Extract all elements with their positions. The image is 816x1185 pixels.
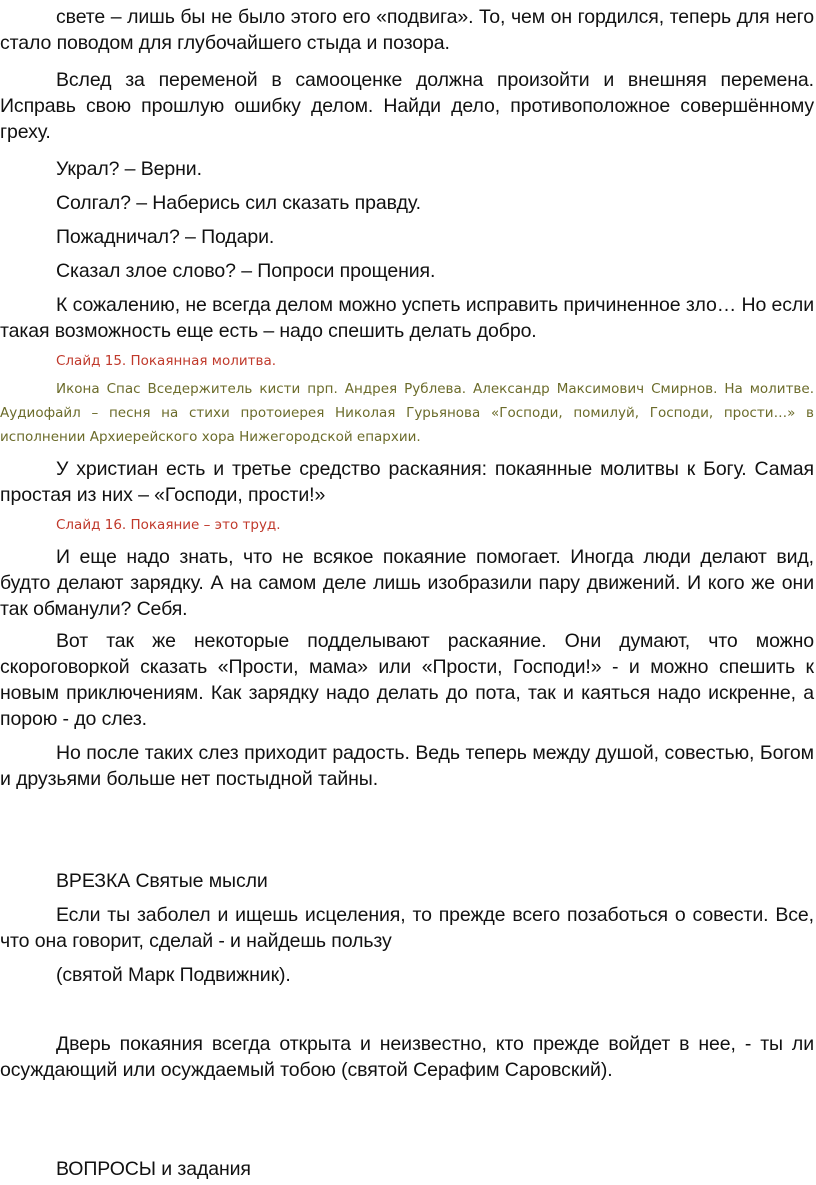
paragraph-shame: свете – лишь бы не было этого его «подвига». То, чем он гордился, теперь для него стало поводом для глубочайшего стыда и позора. — [0, 6, 814, 54]
slide-16-title: Слайд 16. Покаяние – это труд. — [56, 517, 281, 533]
paragraph-exercise: И еще надо знать, что не всякое покаяние помогает. Иногда люди делают вид, будто делают зарядку. А на самом деле лишь изобразили пару движений. И кого же они так обманули? Себя. — [0, 546, 814, 620]
paragraph-stole: Украл? – Верни. — [56, 158, 202, 180]
paragraph-door-of-repentance: Дверь покаяния всегда открыта и неизвестно, кто прежде войдет в нее, - ты ли осуждающий или осуждаемый тобою (святой Серафим Саровский). — [0, 1033, 814, 1081]
paragraph-external-change: Вслед за переменой в самооценке должна произойти и внешняя перемена. Исправь свою прошлую ошибку делом. Найди дело, противоположное совершённому греху. — [0, 69, 814, 143]
paragraph-do-good: К сожалению, не всегда делом можно успеть исправить причиненное зло… Но если такая возможность еще есть – надо спешить делать добро. — [0, 294, 814, 342]
paragraph-joy: Но после таких слез приходит радость. Ведь теперь между душой, совестью, Богом и друзьями больше нет постыдной тайны. — [0, 742, 814, 790]
paragraph-lied: Солгал? – Наберись сил сказать правду. — [56, 192, 421, 214]
paragraph-prayer: У христиан есть и третье средство раскаяния: покаянные молитвы к Богу. Самая простая из них – «Господи, прости!» — [0, 458, 814, 506]
paragraph-greedy: Пожадничал? – Подари. — [56, 226, 275, 248]
inset-title: ВРЕЗКА Святые мысли — [56, 870, 268, 892]
paragraph-mark-ascetic: (святой Марк Подвижник). — [56, 964, 291, 986]
slide-15-title: Слайд 15. Покаянная молитва. — [56, 353, 277, 369]
questions-title: ВОПРОСЫ и задания — [56, 1158, 251, 1180]
paragraph-fake-repentance: Вот так же некоторые подделывают раскаяние. Они думают, что можно скороговоркой сказать «Прости, мама» или «Прости, Господи!» - и можно спешить к новым приключениям. Как зарядку надо делать до пота, так и каяться надо искренне, а порою - до слез. — [0, 630, 814, 730]
slide-15-note: Икона Спас Вседержитель кисти прп. Андрея Рублева. Александр Максимович Смирнов. На молитве. Аудиофайл – песня на стихи протоиерея Николая Гурьянова «Господи, помилуй, Господи, прости…» в исполнении Архиерейского хора Нижегородской епархии. — [0, 381, 814, 445]
paragraph-evil-word: Сказал злое слово? – Попроси прощения. — [56, 260, 436, 282]
paragraph-conscience: Если ты заболел и ищешь исцеления, то прежде всего позаботься о совести. Все, что она говорит, сделай - и найдешь пользу — [0, 904, 814, 952]
